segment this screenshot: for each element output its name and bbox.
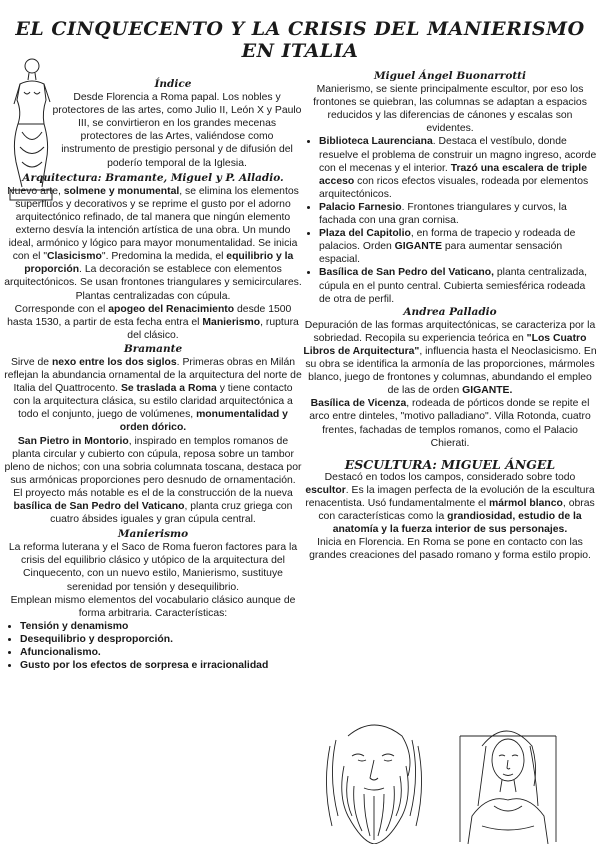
bramante-heading: Bramante — [123, 342, 183, 355]
woman-portrait — [452, 716, 562, 844]
escultura-heading: ESCULTURA: MIGUEL ÁNGEL — [344, 456, 556, 472]
bramante-paragraph-2: San Pietro in Montorio, inspirado en templos romanos de planta circular y cubierto con cúpula, reposa sobre un tambor pleno de nichos; con una sobria columnata toscana, destaca por sus armónicas proporciones pero desnudo de ornamentación. — [4, 435, 302, 486]
indice-text: Desde Florencia a Roma papal. Los nobles y protectores de las artes, como Julio II, León X y Paulo III, se convirtieron en los grandes mecenas protectores de las Artes, valiéndose como instrumento de prestigio personal y de difusión del poderío temporal de la Iglesia. — [52, 92, 302, 169]
arquitectura-heading: Arquitectura: Bramante, Miguel y P. Alladio. — [22, 171, 284, 184]
list-item: • Gusto por los efectos de sorpresa e irracionalidad — [20, 659, 302, 672]
palladio-paragraph-2: Basílica de Vicenza, rodeada de pórticos donde se repite el arco entre dinteles, "motivo palladiano". Villa Rotonda, cuatro frentes, fachadas de templos romanos, como el Palacio Chierati. — [309, 398, 591, 449]
right-column — [303, 70, 597, 562]
miguel-works-list — [303, 135, 597, 305]
manierismo-heading: Manierismo — [117, 528, 189, 541]
miguel-intro: Manierismo, se siente principalmente escultor, por eso los frontones se quiebran, las columnas se adaptan a espacios reducidos y las diferencias de cánones y escalas son evidentes. — [313, 84, 587, 135]
arquitectura-paragraph-2: Corresponde con el apogeo del Renacimiento desde 1500 hasta 1530, a partir de esta fecha entra el Manierismo, ruptura del clásico. — [7, 303, 299, 341]
palladio-heading: Andrea Palladio — [403, 305, 497, 318]
manierismo-list — [4, 620, 302, 672]
list-item: • Tensión y denamismo — [20, 620, 302, 633]
list-item: • Desequilibrio y desproporción. — [20, 633, 302, 646]
indice-heading: Índice — [154, 78, 192, 90]
escultura-paragraph-2: Inicia en Florencia. En Roma se pone en contacto con las grandes creaciones del pasado romano y forma estilo propio. — [309, 537, 591, 562]
manierismo-paragraph-1: La reforma luterana y el Saco de Roma fueron factores para la crisis del equilibrio clásico y utópico de la arquitectura del Cinquecento, con un nuevo estilo, Manierismo, sustituye serenidad por tensión y desequilibrio. — [8, 542, 298, 593]
list-item: • Palacio Farnesio. Frontones triangulares y curvos, la fachada con una gran cornisa. — [319, 201, 597, 227]
miguel-heading: Miguel Ángel Buonarrotti — [373, 70, 527, 82]
manierismo-paragraph-2: Emplean mismo elementos del vocabulario clásico aunque de forma arbitraria. Características: — [10, 594, 296, 619]
list-item: • Afuncionalismo. — [20, 646, 302, 659]
list-item: • Plaza del Capitolio, en forma de trapecio y rodeada de palacios. Orden GIGANTE para aumentar sensación espacial. — [319, 227, 597, 266]
bearded-man-portrait — [318, 716, 430, 844]
bramante-paragraph-3: El proyecto más notable es el de la construcción de la nueva basílica de San Pedro del Vaticano, planta cruz griega con cuatro ábsides iguales y gran cúpula central. — [13, 487, 293, 526]
arquitectura-paragraph-1: Nuevo arte, solmene y monumental, se elimina los elementos superfluos y decorativos y se reprime el gusto por el adorno arquitectónico refinado, de tal manera que ningún elemento externo desvía la intención artística de una obra. Un mundo ideal, armónico y lógico para mayor monumentalidad. Se inicia con el "Clasicismo". Predomina la medida, el equilibrio y la proporción. La decoración se establece con elementos arquitectónicos. Se usan frontones triangulares y semicirculares. Plantas centralizadas con cúpula. — [4, 185, 302, 302]
palladio-paragraph-1: Depuración de las formas arquitectónicas, se caracteriza por la sobriedad. Recopila su experiencia teórica en "Los Cuatro Libros de Arquitectura", influencia hasta el Neoclasicismo. En su obra se identifica la armonía de las proporciones, mármoles blanco, juego de frontones y columnas, abundando el empleo de las de orden GIGANTE. — [303, 319, 597, 397]
left-column — [4, 78, 302, 672]
escultura-paragraph-1: Destacó en todos los campos, considerado sobre todo escultor. Es la imagen perfecta de la evolución de la escultura renacentista. Usó fundamentalmente el mármol blanco, obras con características como la grandiosidad, estudio de la anatomía y la fuerza interior de sus personajes. — [305, 471, 595, 536]
list-item: • Biblioteca Laurenciana. Destaca el vestíbulo, donde resuelve el problema de construir un magno ingreso, acorde con el mecenas y el interior. Trazó una escalera de triple acceso con ricos efectos visuales, rodeada por elementos arquitectónicos. — [319, 135, 597, 200]
bramante-paragraph-1: Sirve de nexo entre los dos siglos. Primeras obras en Milán reflejan la abundancia ornamental de la arquitectura del norte de Italia del Quattrocento. Se traslada a Roma y tiene contacto con la arquitectura clásica, su estilo claridad arquitectónica a todo el conjunto, juego de volúmenes, monumentalidad y orden dórico. — [4, 356, 302, 434]
list-item: • Basílica de San Pedro del Vaticano, planta centralizada, cúpula en el punto central. Cubierta semiesférica rodeada de otra de perfil. — [319, 266, 597, 305]
page-title: EL CINQUECENTO Y LA CRISIS DEL MANIERISMO EN ITALIA — [15, 18, 585, 62]
